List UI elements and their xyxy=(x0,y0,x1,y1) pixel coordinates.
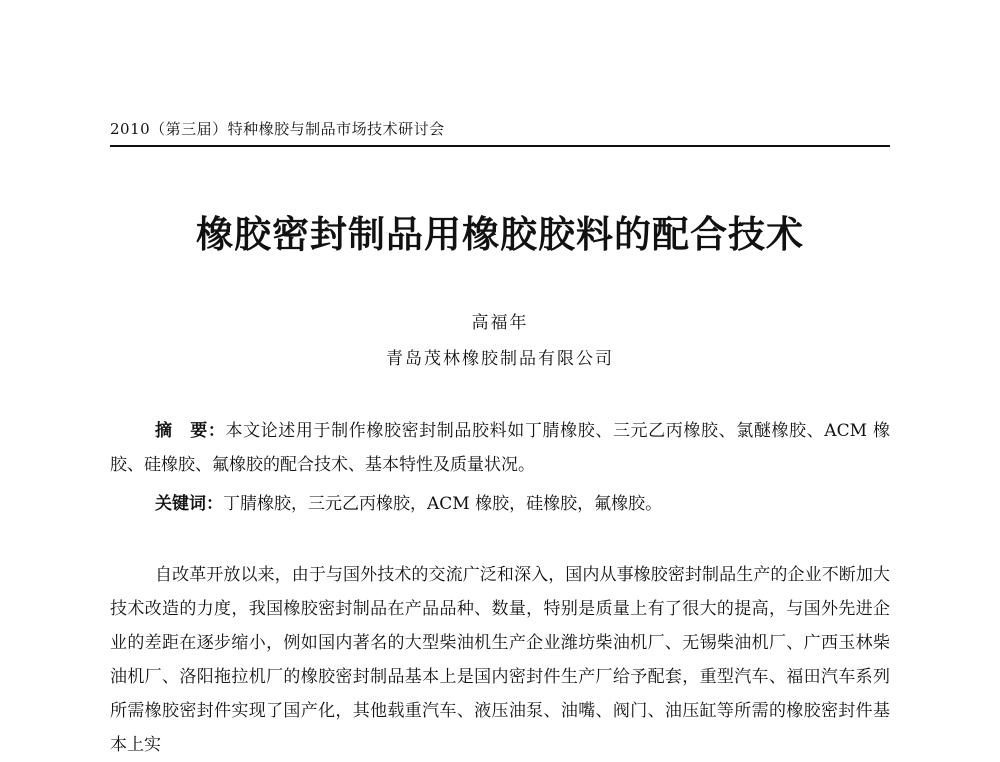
author-name: 高福年 xyxy=(471,313,529,333)
abstract xyxy=(110,414,890,482)
keywords-label: 关键词： xyxy=(155,494,223,514)
body-paragraph: 自改革开放以来，由于与国外技术的交流广泛和深入，国内从事橡胶密封制品生产的企业不断加大技术改造的力度，我国橡胶密封制品在产品品种、数量，特别是质量上有了很大的提高，与国外先进企业的差距在逐步缩小，例如国内著名的大型柴油机生产企业潍坊柴油机厂、无锡柴油机厂、广西玉林柴油机厂、洛阳拖拉机厂的橡胶密封制品基本上是国内密封件生产厂给予配套，重型汽车、福田汽车系列所需橡胶密封件实现了国产化，其他载重汽车、液压油泵、油嘴、阀门、油压缸等所需的橡胶密封件基本上实 xyxy=(110,565,890,755)
abstract-label: 摘 要： xyxy=(155,421,226,441)
running-head: 2010（第三届）特种橡胶与制品市场技术研讨会 xyxy=(110,118,890,147)
abstract-text: 本文论述用于制作橡胶密封制品胶料如丁腈橡胶、三元乙丙橡胶、氯醚橡胶、ACM 橡胶、硅橡胶、氟橡胶的配合技术、基本特性及质量状况。 xyxy=(110,421,891,475)
keywords xyxy=(155,487,890,521)
keywords-text: 丁腈橡胶，三元乙丙橡胶，ACM 橡胶，硅橡胶，氟橡胶。 xyxy=(223,494,663,514)
author-affiliation: 青岛茂林橡胶制品有限公司 xyxy=(386,349,614,369)
paper-title: 橡胶密封制品用橡胶胶料的配合技术 xyxy=(196,213,804,256)
